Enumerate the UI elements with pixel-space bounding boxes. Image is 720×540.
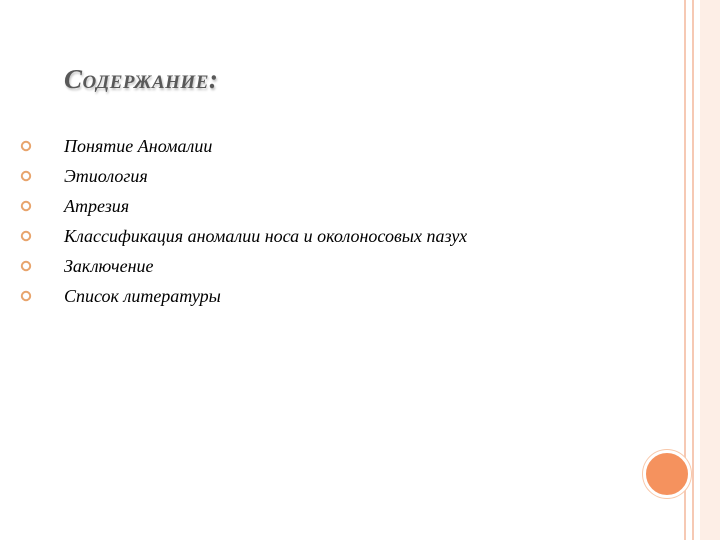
list-item	[20, 161, 467, 191]
list-item	[20, 281, 467, 311]
circle-bullet-icon	[20, 140, 32, 152]
list-item-label: Понятие Аномалии	[64, 135, 213, 156]
decorative-circle	[643, 450, 691, 498]
circle-bullet-icon	[20, 230, 32, 242]
list-item-label: Классификация аномалии носа и околоносовых пазух	[64, 225, 468, 246]
decorative-border-line	[692, 0, 694, 540]
circle-bullet-icon	[20, 290, 32, 302]
list-item	[20, 221, 467, 251]
list-item-label: Этиология	[64, 165, 148, 186]
circle-bullet-icon	[20, 260, 32, 272]
contents-list	[20, 131, 467, 311]
circle-bullet-icon	[20, 170, 32, 182]
list-item-label: Атрезия	[64, 195, 130, 216]
slide-title: Содержание:	[64, 64, 219, 94]
list-item	[20, 251, 467, 281]
list-item	[20, 131, 467, 161]
list-item-label: Заключение	[64, 255, 154, 276]
list-item-label: Список литературы	[64, 285, 221, 306]
list-item	[20, 191, 467, 221]
circle-bullet-icon	[20, 200, 32, 212]
decorative-border-band	[700, 0, 720, 540]
